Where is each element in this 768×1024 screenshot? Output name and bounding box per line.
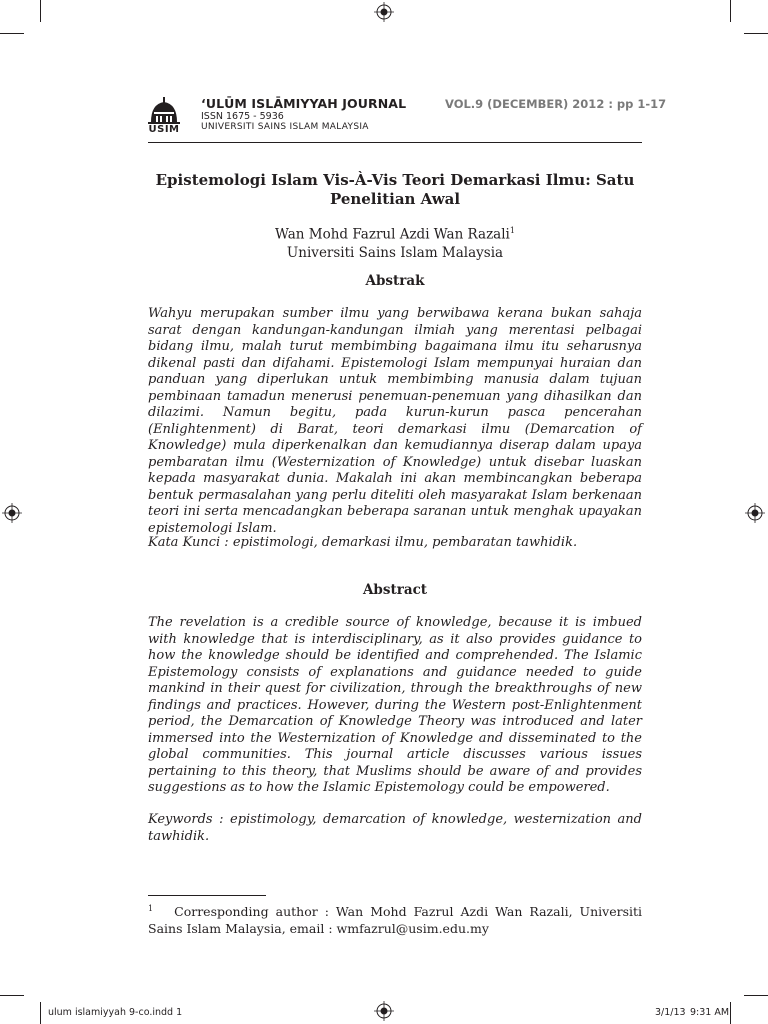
crop-mark [40, 0, 41, 22]
author-block [148, 222, 642, 262]
footnote-rule [148, 895, 266, 896]
crop-mark [730, 0, 731, 22]
crop-mark [730, 1002, 731, 1024]
volume-info: VOL.9 (DECEMBER) 2012 : pp 1-17 [445, 97, 667, 111]
author-name [148, 222, 642, 244]
abstract-heading: Abstract [362, 582, 428, 598]
footnote [148, 900, 642, 937]
footnote-text: Corresponding author : Wan Mohd Fazrul Azdi Wan Razali, Universiti Sains Islam Malaysia, email : wmfazrul@usim.edu.my [148, 904, 642, 937]
journal-title: ‘ULŪM ISLĀMIYYAH JOURNAL [201, 96, 407, 111]
crop-mark [744, 33, 768, 34]
affiliation: Universiti Sains Islam Malaysia [286, 244, 504, 261]
abstrak-keywords: Kata Kunci : epistimologi, demarkasi ilmu, pembaratan tawhidik. [148, 535, 578, 550]
registration-mark-icon [745, 503, 765, 523]
abstract-body: The revelation is a credible source of knowledge, because it is imbued with knowledge that is interdisciplinary, as it also provides guidance to how the knowledge should be identified and comprehended. The Islamic Epistemology consists of explanations and guidance needed to guide mankind in their quest for civilization, through the breakthroughs of new findings and practices. However, during the Western post-Enlightenment period, the Demarcation of Knowledge Theory was introduced and later immersed into the Westernization of Knowledge and disseminated to the global communities. This journal article discusses various issues pertaining to this theory, that Muslims should be aware of and provides suggestions as to how the Islamic Epistemology could be empowered. [148, 615, 642, 795]
crop-mark [40, 1002, 41, 1024]
header-rule [148, 142, 642, 143]
abstrak-heading: Abstrak [365, 273, 425, 289]
title-line: Epistemologi Islam Vis-À-Vis Teori Demarkasi Ilmu: Satu [155, 171, 635, 189]
abstrak-body: Wahyu merupakan sumber ilmu yang berwibawa kerana bukan sahaja sarat dengan kandungan-kandungan ilmiah yang merentasi pelbagai bidang ilmu, malah turut membimbing bagaimana ilmu itu seharusnya dikenal pasti dan difahami. Epistemologi Islam mempunyai huraian dan panduan yang diperlukan untuk membimbing manusia dalam tujuan pembinaan tamadun menerusi penemuan-penemuan yang dihasilkan dan dilazimi. Namun begitu, pada kurun-kurun pasca pencerahan (Enlightenment) di Barat, teori demarkasi ilmu (Demarcation of Knowledge) mula diperkenalkan dan kemudiannya diserap dalam upaya pembaratan ilmu (Westernization of Knowledge) untuk disebar luaskan kepada masyarakat dunia. Makalah ini akan membincangkan beberapa bentuk permasalahan yang perlu diteliti oleh masyarakat Islam berkenaan teori ini serta mencadangkan beberapa saranan untuk menghak upayakan epistemologi Islam. [148, 306, 642, 536]
author-text: Wan Mohd Fazrul Azdi Wan Razali [275, 226, 510, 243]
slug-time: 9:31 AM [690, 1007, 730, 1018]
crop-mark [0, 995, 24, 996]
logo-wordmark: USIM [148, 124, 180, 135]
article-title [148, 171, 642, 209]
publisher: UNIVERSITI SAINS ISLAM MALAYSIA [201, 122, 369, 132]
issn: ISSN 1675 - 5936 [201, 111, 284, 122]
dome-icon [146, 96, 182, 124]
registration-mark-icon [2, 503, 22, 523]
crop-mark [0, 33, 24, 34]
slug-filename: ulum islamiyyah 9-co.indd 1 [48, 1007, 183, 1018]
crop-mark [744, 995, 768, 996]
title-line: Penelitian Awal [329, 190, 461, 208]
slug-date: 3/1/13 [655, 1007, 686, 1018]
footnote-ref: 1 [509, 226, 515, 235]
abstract-keywords: Keywords : epistimology, demarcation of knowledge, westernization and tawhidik. [148, 812, 642, 844]
footnote-number: 1 [148, 904, 154, 913]
usim-logo [146, 96, 182, 136]
registration-mark-icon [374, 1001, 394, 1021]
registration-mark-icon [374, 2, 394, 22]
